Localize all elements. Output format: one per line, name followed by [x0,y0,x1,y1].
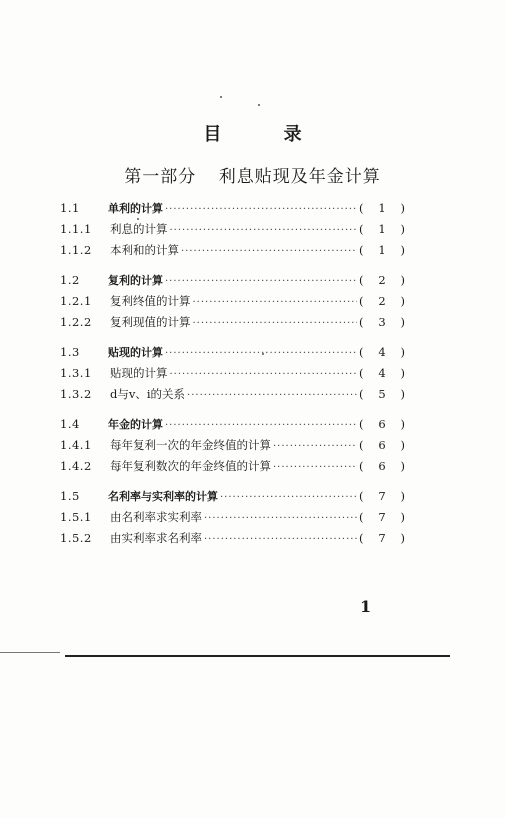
close-paren: ) [400,489,405,503]
toc-entry-page [359,291,405,312]
toc-subsection-entry [60,291,405,312]
toc-section-entry [60,198,405,219]
divider-line [65,655,450,657]
divider-left [0,652,60,653]
toc-subsection-entry [60,435,405,456]
toc-entry-page [359,342,405,363]
toc-entry-label: 贴现的计算 [108,346,163,359]
close-paren: ) [400,459,405,473]
toc-section-entry [60,270,405,291]
toc-page-number: 1 [378,201,386,215]
toc-entry-label: d与v、i的关系 [110,387,186,401]
open-paren: ( [359,243,364,257]
toc-entry-label: 名利率与实利率的计算 [108,490,218,503]
toc-entry-number: 1.3 [60,345,80,359]
toc-entry-label: 复利的计算 [108,274,163,287]
toc-entry-label: 单利的计算 [108,202,163,215]
open-paren: ( [359,366,364,380]
toc-page-number: 1 [378,222,386,236]
toc-subsection-entry [60,219,405,240]
toc-leader-dots [170,220,358,241]
toc-entry-label: 贴现的计算 [110,366,168,380]
toc-leader-dots [220,487,357,508]
toc-page-number: 6 [378,438,386,452]
toc-page-number: 6 [378,459,386,473]
open-paren: ( [359,294,364,308]
toc-entry-label: 复利终值的计算 [110,294,191,308]
toc-section-entry [60,342,405,363]
open-paren: ( [359,459,364,473]
toc-subsection-entry [60,312,405,333]
toc-subsection-entry [60,363,405,384]
open-paren: ( [359,438,364,452]
toc-entry-number: 1.1 [60,201,80,215]
toc-entry-label: 年金的计算 [108,418,163,431]
toc-leader-dots [204,529,357,550]
toc-entry-page [359,312,405,333]
toc-page-number: 2 [378,273,386,287]
toc-entry-number: 1.1.2 [60,243,92,257]
toc-leader-dots [193,313,358,334]
toc-leader-dots [165,271,357,292]
toc-entry-page [359,240,405,261]
toc-leader-dots [165,199,357,220]
table-of-contents [60,198,405,549]
open-paren: ( [359,345,364,359]
toc-entry-page [359,528,405,549]
open-paren: ( [359,387,364,401]
toc-section-entry [60,414,405,435]
toc-leader-dots [181,241,357,262]
scan-speck [262,353,264,355]
close-paren: ) [400,201,405,215]
toc-leader-dots [170,364,358,385]
open-paren: ( [359,201,364,215]
close-paren: ) [400,315,405,329]
part-name: 利息贴现及年金计算 [218,167,381,187]
toc-entry-number: 1.2 [60,273,80,287]
open-paren: ( [359,222,364,236]
toc-entry-number: 1.2.2 [60,315,92,329]
toc-entry-page [359,384,405,405]
toc-leader-dots [273,436,357,457]
close-paren: ) [400,417,405,431]
toc-entry-number: 1.2.1 [60,294,92,308]
toc-leader-dots [193,292,358,313]
toc-leader-dots [273,457,357,478]
toc-leader-dots [165,415,357,436]
toc-entry-page [359,456,405,477]
toc-page-number: 4 [378,366,386,380]
toc-entry-number: 1.1.1 [60,222,92,236]
toc-section-entry [60,486,405,507]
toc-entry-label: 复利现值的计算 [110,315,191,329]
toc-entry-number: 1.3.2 [60,387,92,401]
close-paren: ) [400,345,405,359]
toc-page-number: 4 [378,345,386,359]
toc-entry-page [359,486,405,507]
scan-speck [258,104,260,106]
toc-subsection-entry [60,528,405,549]
close-paren: ) [400,273,405,287]
open-paren: ( [359,417,364,431]
open-paren: ( [359,531,364,545]
close-paren: ) [400,387,405,401]
toc-entry-number: 1.4.1 [60,438,92,452]
toc-page-number: 1 [378,243,386,257]
toc-leader-dots [187,385,357,406]
toc-entry-page [359,219,405,240]
page-number: 1 [360,597,372,616]
toc-page-number: 3 [378,315,386,329]
close-paren: ) [400,243,405,257]
toc-subsection-entry [60,456,405,477]
scan-speck [137,218,139,220]
close-paren: ) [400,531,405,545]
toc-page-number: 7 [378,489,386,503]
toc-entry-number: 1.3.1 [60,366,92,380]
toc-entry-page [359,270,405,291]
scan-speck [220,96,222,98]
toc-page-number: 7 [378,510,386,524]
toc-subsection-entry [60,240,405,261]
toc-entry-number: 1.5.2 [60,531,92,545]
toc-subsection-entry [60,384,405,405]
toc-page-number: 2 [378,294,386,308]
toc-page-number: 7 [378,531,386,545]
toc-entry-label: 本利和的计算 [110,243,179,257]
open-paren: ( [359,489,364,503]
toc-leader-dots [165,343,357,364]
toc-entry-page [359,507,405,528]
toc-entry-number: 1.4.2 [60,459,92,473]
toc-entry-label: 利息的计算 [110,222,168,236]
close-paren: ) [400,222,405,236]
toc-entry-number: 1.4 [60,417,80,431]
toc-entry-label: 由实利率求名利率 [110,531,202,545]
close-paren: ) [400,294,405,308]
page-title: 目 录 [203,124,330,145]
open-paren: ( [359,273,364,287]
toc-leader-dots [204,508,357,529]
toc-entry-page [359,363,405,384]
open-paren: ( [359,315,364,329]
toc-entry-label: 由名利率求实利率 [110,510,202,524]
part-prefix: 第一部分 [124,167,197,187]
toc-entry-page [359,198,405,219]
toc-entry-number: 1.5.1 [60,510,92,524]
toc-entry-number: 1.5 [60,489,80,503]
toc-entry-label: 每年复利一次的年金终值的计算 [110,438,271,452]
toc-subsection-entry [60,507,405,528]
close-paren: ) [400,366,405,380]
toc-entry-page [359,414,405,435]
close-paren: ) [400,438,405,452]
part-heading [0,162,505,187]
open-paren: ( [359,510,364,524]
close-paren: ) [400,510,405,524]
toc-entry-label: 每年复利数次的年金终值的计算 [110,459,271,473]
toc-entry-page [359,435,405,456]
toc-page-number: 5 [378,387,386,401]
toc-page-number: 6 [378,417,386,431]
